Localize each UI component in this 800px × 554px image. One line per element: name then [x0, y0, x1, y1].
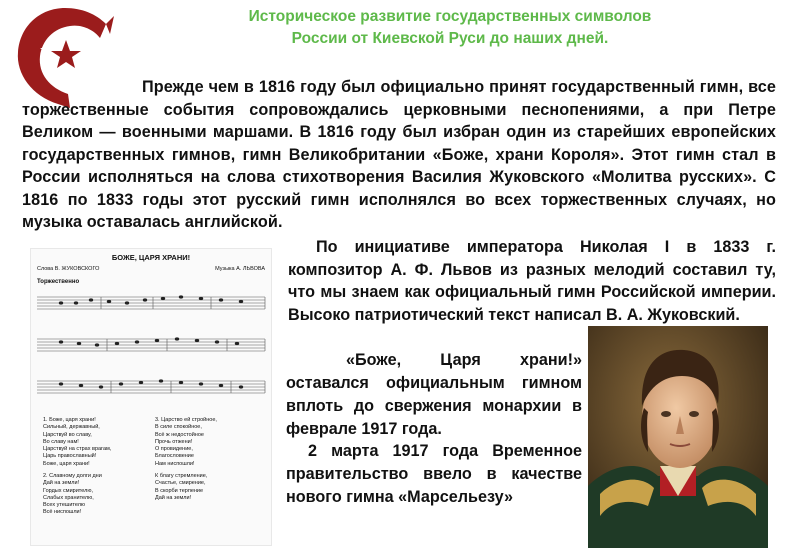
verse-line: Царь православный!	[43, 453, 97, 460]
verse-line: К благу стремление,	[155, 473, 208, 479]
sheet-music-image	[30, 248, 272, 546]
verse-line: Дай на земли!	[155, 494, 192, 501]
verse-4	[155, 473, 207, 502]
verse-line: 1. Боже, царя храни!	[43, 417, 96, 423]
verse-line: Во славу нам!	[43, 438, 79, 445]
paragraph-lvov	[288, 236, 776, 326]
verse-line: Благословение	[155, 453, 194, 460]
verse-line: Дай на земли!	[43, 480, 80, 487]
verse-line: 3. Царство ей стройное,	[155, 417, 217, 423]
paragraph-anthem-until-1917	[286, 349, 582, 441]
verse-line: Всё ниспошли!	[43, 509, 82, 516]
paragraph-marseillaise	[286, 440, 582, 509]
verse-line: Всё ж недостойное	[155, 431, 204, 438]
verse-line: Слабых хранителю,	[43, 494, 94, 501]
music-staves	[31, 287, 271, 415]
verse-line: О провидение,	[155, 446, 193, 453]
verse-line: 2. Славному долги дни	[43, 473, 102, 479]
sheet-music-tempo: Торжественно	[37, 279, 80, 285]
title-line-2: России от Киевской Руси до наших дней.	[291, 30, 609, 47]
verse-line: Боже, царя храни!	[43, 460, 90, 467]
page-title	[150, 6, 750, 50]
paragraph-anthem-text: «Боже, Царя храни!» оставался официальным гимном вплоть до свержения монархии в феврале 1917 года.	[286, 351, 582, 438]
paragraph-lvov-text: По инициативе императора Николая I в 1833 г. композитор А. Ф. Львов из разных мелодий составил ту, что мы знаем как официальный гимн Российской империи. Высоко патриотический текст написал В. А. Жуковский.	[288, 238, 776, 324]
verse-line: В силе спокойное,	[155, 424, 202, 431]
sheet-music-words-by: Слова В. ЖУКОВСКОГО	[37, 266, 100, 272]
verse-line: Нам ниспошли!	[155, 460, 195, 467]
verse-line: Сильный, державный,	[43, 424, 100, 431]
paragraph-intro	[22, 76, 776, 234]
sheet-music-title: БОЖЕ, ЦАРЯ ХРАНИ!	[111, 253, 191, 262]
paragraph-intro-text: Прежде чем в 1816 году был официально принят государственный гимн, все торжественные события сопровождались церковными песнопениями, а при Петре Великом — военными маршами. В 1816 году был избран один из старейших европейских государственных гимнов, гимн Великобритании «Боже, храни Короля». Этот гимн стал в России исполняться на слова стихотворения Василия Жуковского «Молитва русских». С 1816 по 1833 годы этот русский гимн исполнялся во всех торжественных случаях, но музыка оставалась английской.	[22, 78, 776, 231]
title-line-1: Историческое развитие государственных символов	[248, 8, 652, 25]
verse-1	[43, 417, 111, 468]
paragraph-marseillaise-text: 2 марта 1917 года Временное правительство ввело в качестве нового гимна «Марсельезу»	[286, 442, 582, 506]
verse-2	[43, 473, 102, 517]
verse-line: Царствуй во славу,	[43, 431, 92, 438]
portrait-nicholas-i	[588, 326, 768, 548]
verse-line: Всех утешителю	[43, 502, 86, 509]
sheet-music-music-by: Музыка А. ЛЬВОВА	[215, 266, 265, 272]
verse-line: Прочь отжени!	[155, 438, 193, 445]
verse-line: В скорби терпение	[155, 487, 204, 494]
verse-line: Счастье, смирение,	[155, 480, 206, 487]
verse-line: Гордых смирителю,	[43, 487, 93, 494]
verse-line: Царствуй на страх врагам,	[43, 446, 112, 453]
verse-3	[155, 417, 217, 468]
